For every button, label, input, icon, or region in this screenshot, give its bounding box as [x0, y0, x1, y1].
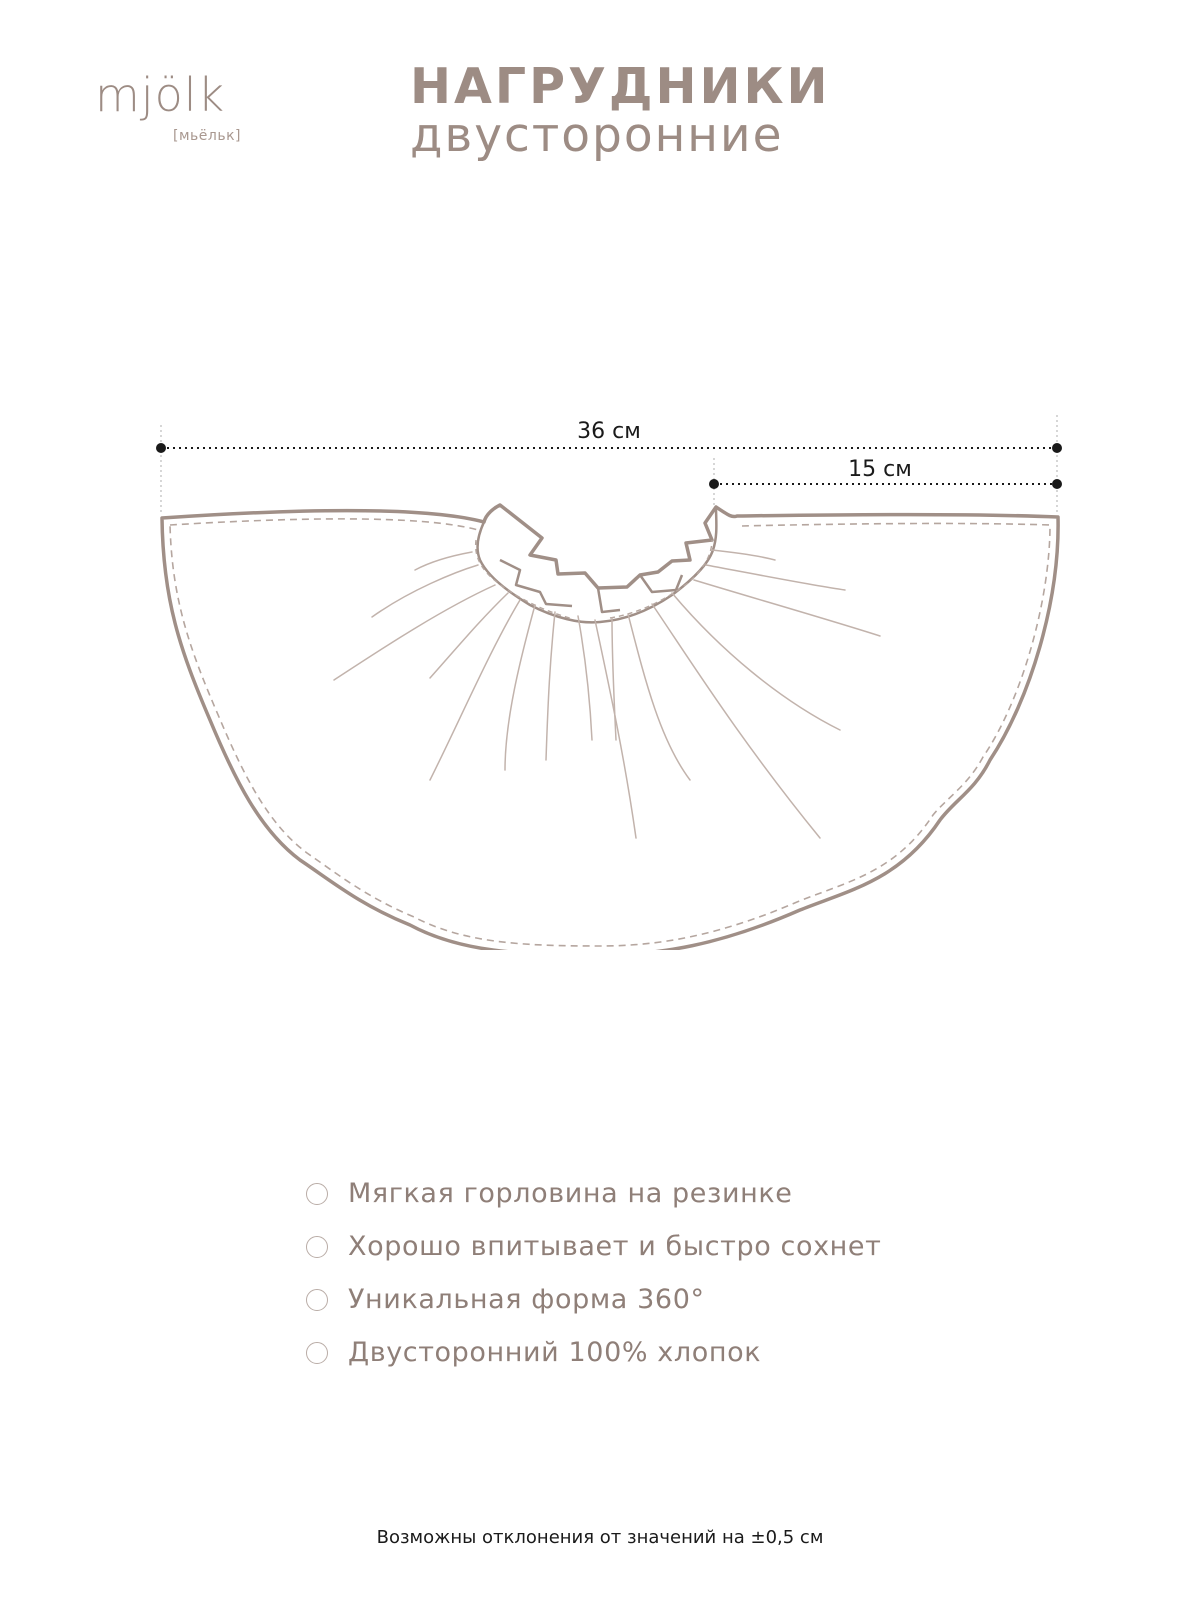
list-item	[306, 1220, 881, 1273]
feature-text: Двусторонний 100% хлопок	[348, 1337, 762, 1368]
circle-bullet-icon	[306, 1183, 328, 1205]
dimension-endpoint-right	[1052, 443, 1062, 453]
brand-logo	[95, 68, 255, 144]
bib-diagram	[0, 380, 1200, 950]
dimension-label-half: 15 см	[848, 457, 912, 482]
dimension-label-total: 36 см	[577, 419, 641, 444]
circle-bullet-icon	[306, 1342, 328, 1364]
feature-text: Хорошо впитывает и быстро сохнет	[348, 1231, 882, 1262]
logo-wordmark: mjölk	[95, 68, 226, 122]
title-block	[410, 58, 831, 163]
neckline-stitching	[476, 540, 712, 618]
circle-bullet-icon	[306, 1289, 328, 1311]
list-item	[306, 1167, 881, 1220]
circle-bullet-icon	[306, 1236, 328, 1258]
fabric-folds	[334, 550, 880, 838]
list-item	[306, 1326, 881, 1379]
page-title: НАГРУДНИКИ	[410, 58, 831, 115]
list-item	[306, 1273, 881, 1326]
bib-stitch-line	[170, 519, 1050, 946]
dimension-total-width	[156, 419, 1062, 453]
bib-outline	[162, 505, 1058, 950]
feature-text: Уникальная форма 360°	[348, 1284, 705, 1315]
logo-pronunciation: [мьёльк]	[173, 128, 242, 144]
feature-text: Мягкая горловина на резинке	[348, 1178, 793, 1209]
page-subtitle: двусторонние	[410, 108, 784, 163]
feature-list	[306, 1167, 881, 1379]
neckline-elastic	[477, 507, 716, 622]
tolerance-note: Возможны отклонения от значений на ±0,5 см	[376, 1527, 824, 1548]
dimension-endpoint-outer	[1052, 479, 1062, 489]
dimension-endpoint-inner	[709, 479, 719, 489]
dimension-half-width	[709, 457, 1062, 489]
dimension-endpoint-left	[156, 443, 166, 453]
